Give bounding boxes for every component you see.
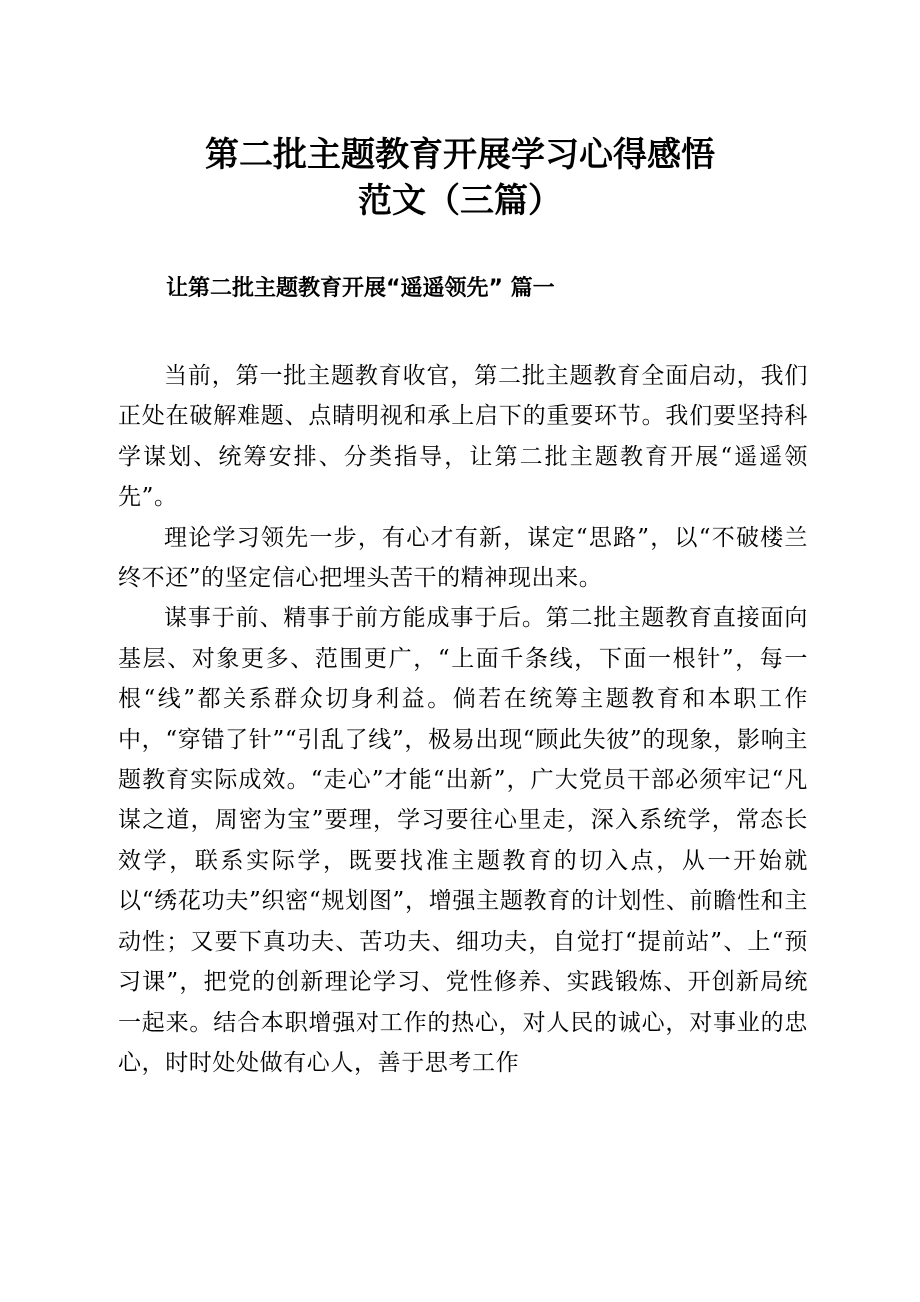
- body-paragraph-1: 当前，第一批主题教育收官，第二批主题教育全面启动，我们正处在破解难题、点睛明视和承上启下的重要环节。我们要坚持科学谋划、统筹安排、分类指导，让第二批主题教育开展“遥遥领先”。: [118, 363, 808, 511]
- body-paragraph-2: 理论学习领先一步，有心才有新，谋定“思路”，以“不破楼兰终不还”的坚定信心把埋头苦干的精神现出来。: [118, 524, 808, 592]
- section-heading: 让第二批主题教育开展“遥遥领先” 篇一: [166, 276, 555, 301]
- document-title-line-1: 第二批主题教育开展学习心得感悟: [205, 135, 715, 175]
- document-title-line-2: 范文（三篇）: [358, 181, 562, 221]
- document-title: [0, 132, 920, 224]
- document-body: [118, 356, 808, 1083]
- body-paragraph-3: 谋事于前、精事于前方能成事于后。第二批主题教育直接面向基层、对象更多、范围更广，“上面千条线，下面一根针”，每一根“线”都关系群众切身利益。倘若在统筹主题教育和本职工作中，“穿错了针”“引乱了线”，极易出现“顾此失彼”的现象，影响主题教育实际成效。“走心”才能“出新”，广大党员干部必须牢记“凡谋之道，周密为宝”要理，学习要往心里走，深入系统学，常态长效学，联系实际学，既要找准主题教育的切入点，从一开始就以“绣花功夫”织密“规划图”，增强主题教育的计划性、前瞻性和主动性；又要下真功夫、苦功夫、细功夫，自觉打“提前站”、上“预习课”，把党的创新理论学习、党性修养、实践锻炼、开创新局统一起来。结合本职增强对工作的热心，对人民的诚心，对事业的忠心，时时处处做有心人，善于思考工作: [118, 605, 808, 1076]
